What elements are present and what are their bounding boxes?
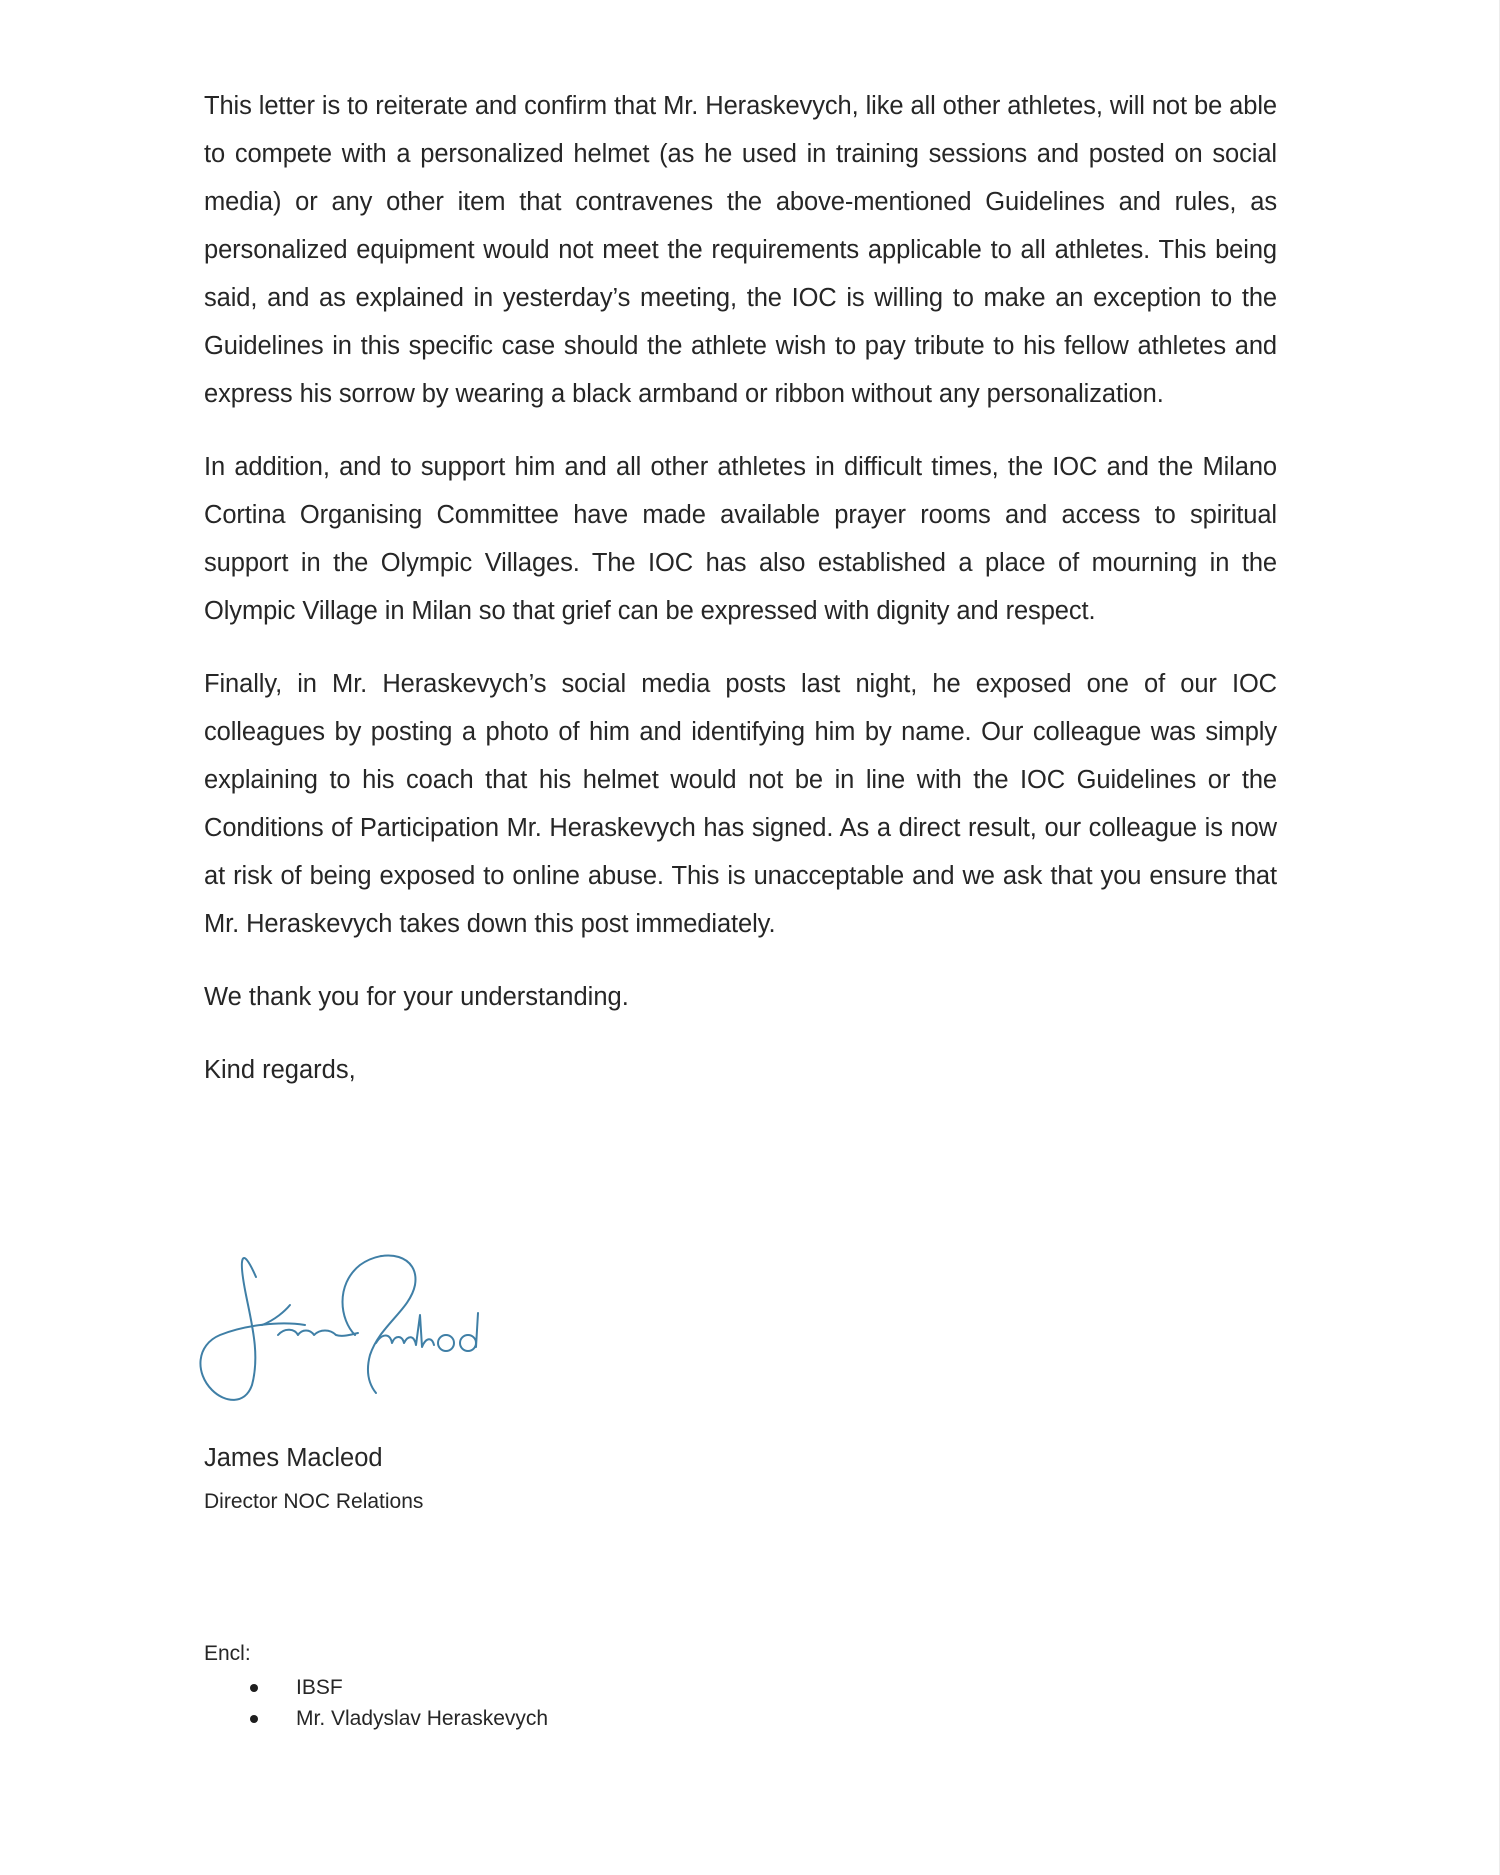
closing-salutation: Kind regards, [204, 1056, 356, 1084]
list-item [204, 1703, 548, 1734]
letter-body [204, 82, 1277, 1119]
enclosure-recipient: Mr. Vladyslav Heraskevych [296, 1707, 549, 1730]
enclosures-block [204, 1640, 548, 1734]
signer-title: Director NOC Relations [204, 1490, 424, 1513]
paragraph-social-media-post: Finally, in Mr. Heraskevych’s social media posts last night, he exposed one of our IOC colleagues by posting a photo of him and identifying him by name. Our colleague was simply explaining to his coach that his helmet would not be in line with the IOC Guidelines or the Conditions of Participation Mr. Heraskevych has signed. As a direct result, our colleague is now at risk of being exposed to online abuse. This is unacceptable and we ask that you ensure that Mr. Heraskevych takes down this post immediately. [204, 670, 1277, 938]
paragraph-helmet-ruling: This letter is to reiterate and confirm that Mr. Heraskevych, like all other athletes, will not be able to compete with a personalized helmet (as he used in training sessions and posted on social media) or any other item that contravenes the above-mentioned Guidelines and rules, as personalized equipment would not meet the requirements applicable to all athletes. This being said, and as explained in yesterday’s meeting, the IOC is willing to make an exception to the Guidelines in this specific case should the athlete wish to pay tribute to his fellow athletes and express his sorrow by wearing a black armband or ribbon without any personalization. [204, 92, 1277, 408]
list-item [204, 1672, 548, 1703]
enclosures-list [204, 1672, 548, 1734]
bullet-icon [250, 1684, 258, 1692]
thanks-line: We thank you for your understanding. [204, 983, 629, 1011]
signature-icon [190, 1225, 520, 1410]
enclosure-recipient: IBSF [296, 1676, 343, 1699]
enclosures-label: Encl: [204, 1642, 251, 1665]
paragraph-support-measures: In addition, and to support him and all other athletes in difficult times, the IOC and the Milano Cortina Organising Committee have made available prayer rooms and access to spiritual support in the Olympic Villages. The IOC has also established a place of mourning in the Olympic Village in Milan so that grief can be expressed with dignity and respect. [204, 453, 1277, 625]
bullet-icon [250, 1715, 258, 1723]
signer-name: James Macleod [204, 1444, 383, 1472]
